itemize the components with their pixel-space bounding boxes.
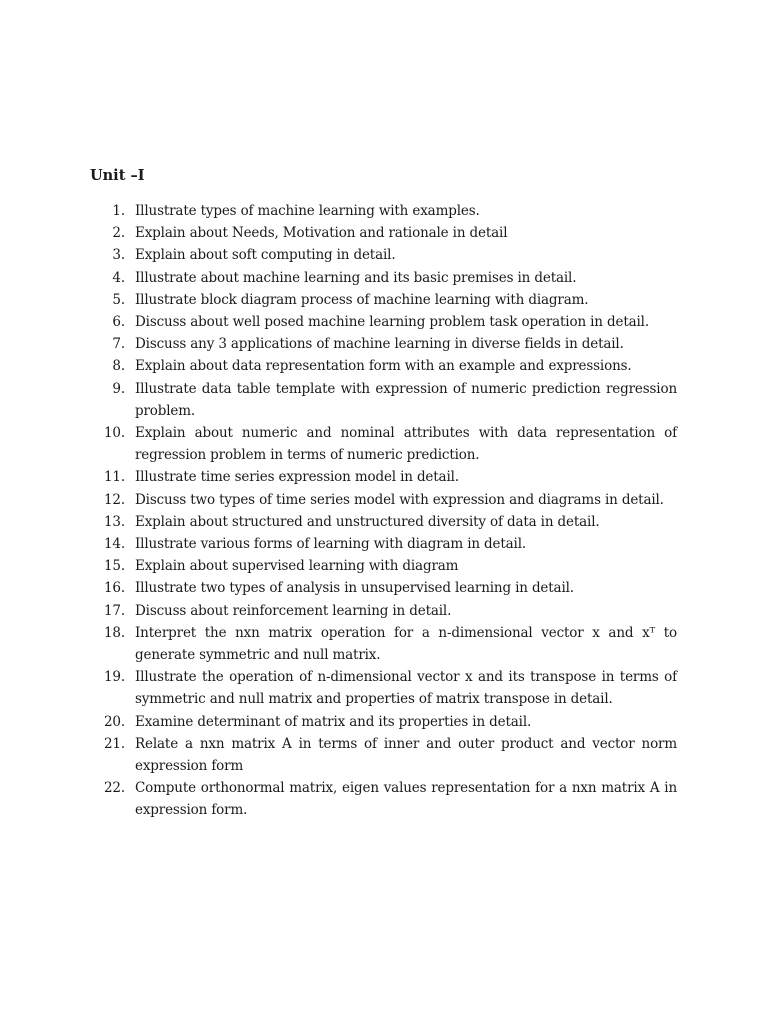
question-item	[90, 600, 677, 622]
question-item	[90, 267, 677, 289]
question-item	[90, 577, 677, 599]
question-item	[90, 711, 677, 733]
question-item	[90, 466, 677, 488]
question-text: Illustrate block diagram process of machine learning with diagram.	[135, 291, 589, 308]
question-text: Relate a nxn matrix A in terms of inner and outer product and vector norm expression form	[135, 735, 677, 775]
question-number: 17.	[103, 602, 125, 619]
question-text: Explain about data representation form with an example and expressions.	[135, 358, 632, 375]
question-number: 16.	[103, 580, 125, 597]
question-list	[90, 200, 677, 822]
question-item	[90, 355, 677, 377]
question-number: 15.	[103, 558, 125, 575]
question-number: 22.	[103, 780, 125, 797]
question-number: 13.	[103, 513, 125, 530]
question-text: Examine determinant of matrix and its properties in detail.	[135, 713, 532, 730]
question-item	[90, 378, 677, 422]
question-item	[90, 511, 677, 533]
question-text: Explain about soft computing in detail.	[135, 247, 396, 264]
question-number: 9.	[112, 380, 125, 397]
question-number: 7.	[112, 336, 125, 353]
question-text: Illustrate various forms of learning with diagram in detail.	[135, 536, 527, 553]
question-number: 20.	[103, 713, 125, 730]
question-item	[90, 333, 677, 355]
question-text: Illustrate about machine learning and its basic premises in detail.	[135, 269, 577, 286]
question-item	[90, 489, 677, 511]
question-number: 18.	[103, 624, 125, 641]
question-text: Discuss about reinforcement learning in detail.	[135, 602, 452, 619]
question-item	[90, 244, 677, 266]
question-number: 21.	[103, 735, 125, 752]
question-text: Illustrate types of machine learning with examples.	[135, 203, 480, 219]
question-item	[90, 733, 677, 777]
question-text: Explain about supervised learning with diagram	[135, 558, 459, 575]
question-text: Illustrate data table template with expression of numeric prediction regression problem.	[135, 380, 677, 419]
question-item	[90, 777, 677, 821]
question-text: Discuss about well posed machine learning problem task operation in detail.	[135, 314, 649, 331]
question-text: Explain about Needs, Motivation and rationale in detail	[135, 225, 508, 242]
question-text: Explain about structured and unstructured diversity of data in detail.	[135, 513, 600, 530]
question-number: 12.	[103, 491, 125, 508]
question-number: 1.	[112, 203, 125, 219]
unit-heading: Unit –I	[90, 167, 145, 184]
question-item	[90, 666, 677, 710]
question-number: 3.	[112, 247, 125, 264]
question-item	[90, 222, 677, 244]
question-text: Discuss two types of time series model with expression and diagrams in detail.	[135, 491, 664, 508]
question-number: 8.	[112, 358, 125, 375]
question-number: 4.	[112, 269, 125, 286]
question-number: 5.	[112, 291, 125, 308]
question-text: Illustrate two types of analysis in unsupervised learning in detail.	[135, 580, 574, 597]
question-text: Illustrate time series expression model in detail.	[135, 469, 459, 486]
question-number: 2.	[112, 225, 125, 242]
question-item	[90, 622, 677, 666]
question-item	[90, 200, 677, 222]
question-number: 19.	[103, 669, 125, 686]
question-item	[90, 533, 677, 555]
question-text: Illustrate the operation of n-dimensional vector x and its transpose in terms of symmetric and null matrix and properties of matrix transpose in detail.	[135, 669, 677, 708]
question-item	[90, 422, 677, 466]
question-number: 10.	[103, 425, 125, 442]
question-number: 6.	[112, 314, 125, 331]
question-number: 11.	[103, 469, 125, 486]
question-text: Interpret the nxn matrix operation for a n-dimensional vector x and xᵀ to generate symmetric and null matrix.	[135, 624, 677, 664]
question-text: Compute orthonormal matrix, eigen values representation for a nxn matrix A in expression form.	[135, 780, 677, 819]
question-text: Explain about numeric and nominal attributes with data representation of regression problem in terms of numeric prediction.	[135, 425, 677, 464]
question-number: 14.	[103, 536, 125, 553]
question-item	[90, 289, 677, 311]
question-text: Discuss any 3 applications of machine learning in diverse fields in detail.	[135, 336, 624, 353]
question-item	[90, 555, 677, 577]
question-item	[90, 311, 677, 333]
